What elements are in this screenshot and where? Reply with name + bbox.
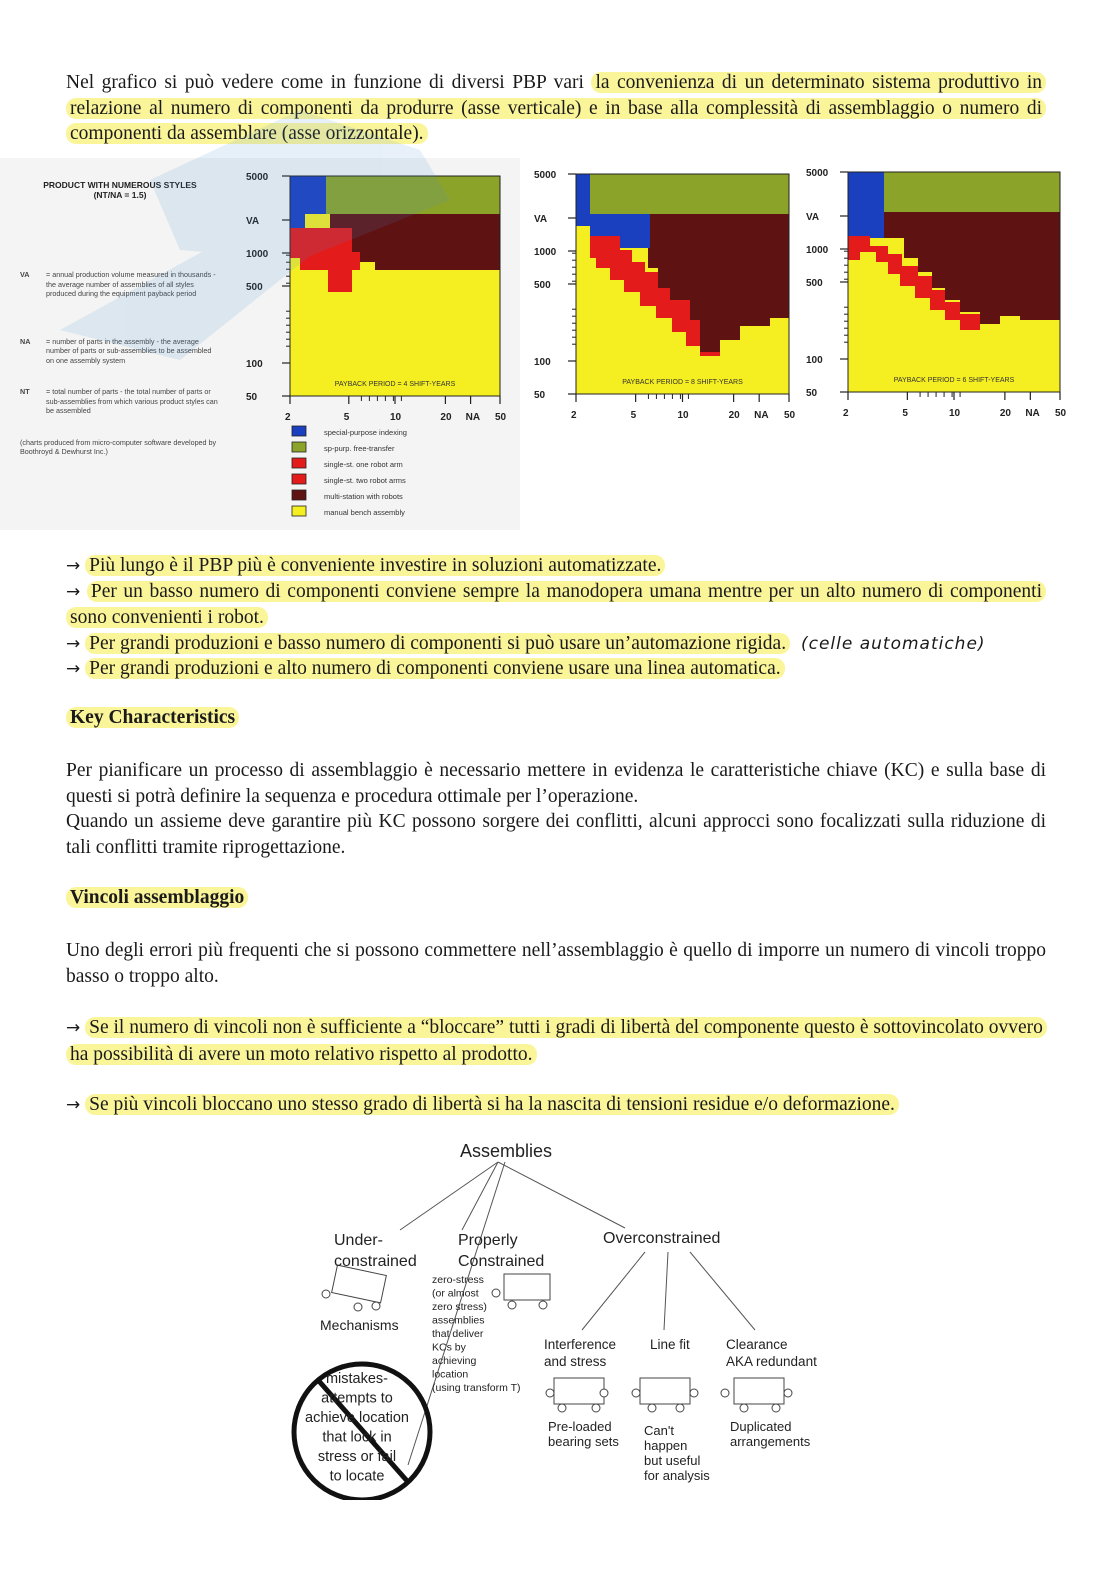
vincoli-bullet-2 [66,1092,1046,1119]
bullet-text: Se più vincoli bloccano uno stesso grado di libertà si ha la nascita di tensioni residue e/o deformazione. [85,1094,899,1115]
y-tick-label: 50 [246,392,258,403]
intro-paragraph [66,70,1046,147]
x-tick-label: 5 [902,408,908,419]
y-tick-label: VA [246,216,260,227]
x-tick-label: 20 [999,408,1012,419]
bullet-text: Se il numero di vincoli non è sufficiente a “bloccare” tutti i gradi di libertà del componente questo è sottovincolato ovvero ha possibilità di avere un moto relativo rispetto al prodotto. [66,1017,1047,1065]
y-tick-label: VA [534,214,548,225]
diagram-label: bearing sets [548,1434,619,1449]
x-tick-label: 50 [1055,408,1067,419]
y-tick-label: 500 [806,278,823,289]
diagram-label: achieving [432,1355,477,1367]
chart-6-shift-years [848,172,1060,392]
heading-vincoli [66,885,1046,911]
y-tick-label: 1000 [806,245,829,256]
legend-label: multi-station with robots [324,492,403,501]
arrow-right-icon: → [66,633,81,654]
zone-free-transfer [884,172,1060,212]
heading-key-characteristics [66,705,1046,731]
vincoli-bullet-1 [66,1015,1046,1067]
side-title: PRODUCT WITH NUMEROUS STYLES [43,180,197,190]
y-tick-label: 50 [534,390,546,401]
x-tick-label: NA [465,412,481,423]
chart-8-shift-years [576,174,789,394]
bullets-1 [66,553,1046,682]
chart-4-shift-years [290,176,500,396]
diagram-label: (using transform T) [432,1382,521,1394]
bullet-item [66,656,1046,682]
legend-label: manual bench assembly [324,508,405,517]
zone-free-transfer [590,174,789,214]
diagram-label: Overconstrained [603,1230,721,1247]
legend-swatch [292,474,306,484]
def-text: = annual production volume measured in thousands - the average number of assemblies of all styles produced during the equipment payback period [46,270,216,298]
diagram-label: Clearance [726,1337,788,1352]
intro-highlight: la convenienza di un determinato sistema produttivo in relazione al numero di componenti da produrre (asse verticale) e in base alla complessità di assemblaggio o numero di componenti da assemblare (asse orizzontale). [66,72,1046,144]
x-tick-label: 2 [571,410,577,421]
x-tick-label: 5 [630,410,637,421]
diagram-label: mistakes- [325,1371,389,1387]
def-abbr: NT [20,387,30,396]
x-tick-label: 50 [784,410,796,421]
credit: (charts produced from micro-computer software developed by Boothroyd & Dewhurst Inc.) [20,437,217,456]
diagram-label: (or almost [432,1287,479,1300]
y-tick-label: 100 [806,355,823,366]
diagram-label: and stress [544,1354,607,1369]
x-tick-label: 10 [949,408,961,419]
intro-text: Nel grafico si può vedere come in funzione di diversi PBP vari [66,72,592,93]
bullet-item [66,553,1046,579]
y-tick-label: 100 [534,357,551,368]
diagram-label: for analysis [644,1468,710,1483]
arrow-right-icon: → [66,581,81,602]
x-tick-label: 20 [728,410,740,421]
bullet-text: Per grandi produzioni e alto numero di componenti conviene usare una linea automatica. [85,658,784,679]
def-abbr: NA [20,336,31,346]
diagram-label: Constrained [458,1253,545,1270]
diagram-label: KCs by [432,1341,466,1354]
x-tick-label: 10 [390,412,402,423]
diagram-label: Duplicated [730,1419,792,1434]
payback-label: PAYBACK PERIOD = 6 SHIFT-YEARS [893,377,1015,384]
legend-label: special-purpose indexing [324,428,407,437]
bullet-text: Più lungo è il PBP più è conveniente investire in soluzioni automatizzate. [85,555,665,576]
diagram-label: to locate [329,1468,385,1485]
y-tick-label: 5000 [534,170,557,181]
diagram-label: Pre-loaded [548,1419,612,1434]
diagram-label: achieve location [305,1410,409,1426]
kc-paragraph-2: Quando un assieme deve garantire più KC possono sorgere dei conflitti, alcuni approcci sono focalizzati sulla riduzione di tali conflitti tramite riprogettazione. [66,811,1046,858]
diagram-label: but useful [644,1453,701,1468]
diagram-label: AKA redundant [726,1354,817,1369]
y-tick-label: 500 [534,280,551,291]
diagram-label: that deliver [432,1328,484,1340]
diagram-label: Assemblies [459,1141,553,1161]
zone-indexing [848,172,884,238]
assemblies-diagram [0,1130,1116,1500]
side-subtitle: (NT/NA = 1.5) [93,190,147,200]
bullet-item [66,579,1046,631]
legend-label: single-st. one robot arm [324,460,403,469]
y-tick-label: 50 [806,388,818,399]
arrow-right-icon: → [66,659,81,679]
diagram-label: Mechanisms [320,1317,399,1333]
diagram-label: zero-stress [432,1274,484,1286]
legend-label: single-st. two robot arms [324,476,406,485]
diagram-label: arrangements [730,1434,811,1449]
diagram-label: Line fit [650,1337,690,1352]
diagram-label: Properly [458,1232,518,1249]
y-tick-label: 500 [246,282,263,293]
legend-swatch [292,490,306,500]
x-tick-label: 5 [343,412,350,423]
x-tick-label: NA [754,410,769,421]
part-boxes [332,1265,784,1404]
x-tick-label: 2 [843,408,849,419]
x-tick-label: 2 [285,412,291,423]
bullet-text: Per grandi produzioni e basso numero di componenti si può usare un’automazione rigida. [85,633,790,654]
payback-label: PAYBACK PERIOD = 8 SHIFT-YEARS [622,379,743,386]
arrow-right-icon: → [66,556,81,576]
y-tick-label: 100 [246,359,263,370]
x-tick-label: 50 [495,412,507,423]
bullet-text: Per un basso numero di componenti conviene sempre la manodopera umana mentre per un alto numero di componenti sono convenienti i robot. [66,581,1046,629]
legend-swatch [292,442,306,452]
legend-swatch [292,458,306,468]
y-tick-label: VA [806,212,820,223]
diagram-label: Under- [334,1232,383,1249]
payback-label: PAYBACK PERIOD = 4 SHIFT-YEARS [334,381,456,388]
heading-text: Key Characteristics [66,707,239,728]
x-tick-label: 20 [440,412,452,423]
arrow-right-icon: → [66,1095,81,1115]
diagram-label: zero stress) [432,1301,487,1313]
y-tick-label: 1000 [246,249,269,260]
diagram-label: stress or fail [317,1449,397,1465]
diagram-label: attempts to [321,1390,393,1407]
kc-paragraph-1: Per pianificare un processo di assemblaggio è necessario mettere in evidenza le caratteristiche chiave (KC) e sulla base di questi si potrà definire la sequenza e procedura ottimale per l’operazione. [66,760,1046,807]
x-tick-label: 10 [677,410,689,421]
heading-text: Vincoli assemblaggio [66,887,248,908]
pbp-charts [0,158,1116,530]
zone-free-transfer [326,176,500,214]
def-text: = total number of parts - the total number of parts or sub-assemblies from which various product styles can be assembled [46,387,218,415]
legend-label: sp-purp. free-transfer [324,444,395,453]
vincoli-paragraph: Uno degli errori più frequenti che si possono commettere nell’assemblaggio è quello di imporre un numero di vincoli troppo basso o troppo alto. [66,940,1046,987]
handwritten-note: (celle automatiche) [800,633,986,654]
diagram-label: constrained [334,1253,417,1270]
legend-swatch [292,506,306,516]
diagram-label: that lock in [322,1429,392,1446]
legend-swatch [292,426,306,436]
diagram-label: happen [644,1438,688,1453]
legend [292,426,407,517]
bullet-item [66,631,1046,657]
x-tick-label: NA [1025,408,1040,419]
y-tick-label: 5000 [246,172,269,183]
arrow-right-icon: → [66,1018,81,1038]
diagram-label: Can't [644,1423,674,1438]
y-tick-label: 1000 [534,247,557,258]
def-abbr: VA [20,270,30,279]
def-text: = number of parts in the assembly - the average number of parts or sub-assemblies to be assembled on one assembly system [46,336,212,365]
y-tick-label: 5000 [806,168,829,179]
diagram-label: Interference [544,1337,617,1352]
diagram-label: assemblies [432,1314,485,1327]
diagram-label: location [432,1368,469,1381]
